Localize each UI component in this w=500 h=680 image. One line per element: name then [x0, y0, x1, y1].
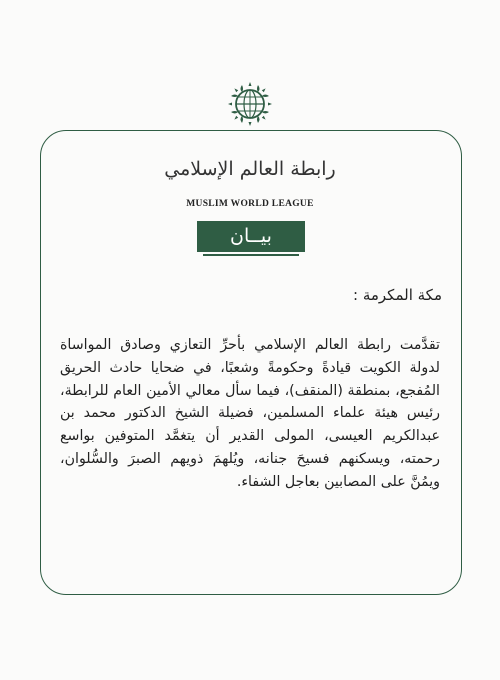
org-name-english: MUSLIM WORLD LEAGUE	[186, 199, 314, 209]
mwl-globe-emblem-icon	[226, 80, 274, 128]
statement-banner: بيــان	[197, 221, 305, 252]
org-name-arabic: رابطة العالم الإسلامي	[164, 158, 336, 180]
statement-body: تقدَّمت رابطة العالم الإسلامي بأحرِّ التعازي وصادق المواساة لدولة الكويت قيادةً وحكومةً وشعبًا، في ضحايا حادث الحريق المُفجع، بمنطقة (المنقف)، فيما سأل معالي الأمين العام للرابطة، رئيس هيئة علماء المسلمين، فضيلة الشيخ الدكتور محمد بن عبدالكريم العيسى، المولى القدير أن يتغمَّد المتوفين بواسع رحمته، ويسكنهم فسيحَ جنانه، ويُلهمَ ذويهم الصبرَ والسُّلوان، ويمُنَّ على المصابين بعاجل الشفاء.	[60, 337, 440, 490]
location-heading: مكة المكرمة :	[353, 286, 442, 304]
